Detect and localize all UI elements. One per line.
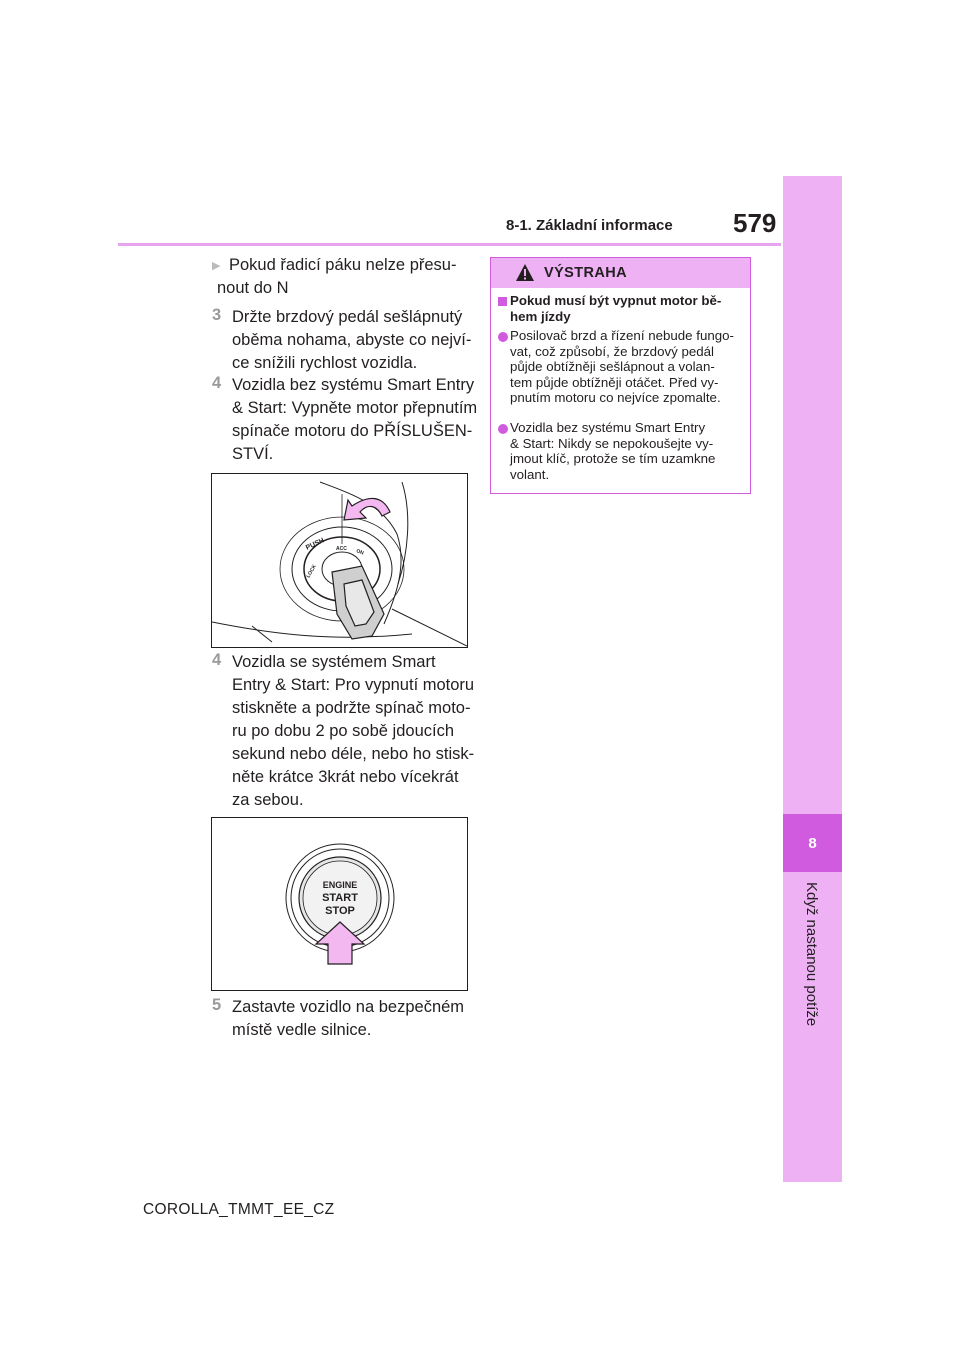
- text-line: tem půjde obtížněji otáčet. Před vy-: [510, 374, 719, 390]
- text-line: ce snížili rychlost vozidla.: [232, 354, 418, 372]
- text-line: něte krátce 3krát nebo vícekrát: [232, 768, 459, 786]
- step5-text: [232, 996, 464, 1042]
- text-line: nout do N: [217, 279, 289, 297]
- text-line: Entry & Start: Pro vypnutí motoru: [232, 676, 475, 694]
- document-id: COROLLA_TMMT_EE_CZ: [143, 1201, 335, 1218]
- page-number: 579: [733, 208, 777, 238]
- dot-bullet-icon: [498, 424, 508, 434]
- text-line: jmout klíč, protože se tím uzamkne: [510, 451, 716, 466]
- text-line: sekund nebo déle, nebo ho stisk-: [232, 745, 475, 763]
- text-line: Vozidla bez systému Smart Entry: [510, 420, 706, 435]
- text-line: Vozidla se systémem Smart: [232, 653, 436, 671]
- warning-item-2: [510, 420, 715, 482]
- stop-label: STOP: [325, 905, 355, 917]
- warning-header: [491, 258, 750, 288]
- text-line: Posilovač brzd a řízení nebude fungo-: [510, 328, 734, 343]
- side-tab-band: [783, 176, 842, 1182]
- square-bullet-icon: [498, 297, 507, 306]
- text-line: Pokud musí být vypnut motor bě-: [510, 293, 722, 308]
- ignition-key-figure: [211, 473, 468, 648]
- text-line: volant.: [510, 466, 550, 482]
- chapter-title: Když nastanou potíže: [803, 882, 820, 1027]
- engine-button-illustration: [212, 818, 467, 990]
- dot-bullet-icon: [498, 332, 508, 342]
- text-line: místě vedle silnice.: [232, 1021, 372, 1039]
- text-line: spínače motoru do PŘÍSLUŠEN-: [232, 422, 473, 440]
- text-line: půjde obtížněji sešlápnout a volan-: [510, 359, 715, 374]
- acc-label: ACC: [336, 546, 347, 552]
- triangle-bullet-icon: ▶: [212, 260, 221, 272]
- push-label: PUSH: [304, 537, 326, 552]
- step4b-text: [232, 651, 474, 812]
- step-number: 3: [212, 306, 222, 324]
- sub-item-text: [217, 254, 457, 300]
- text-line: Zastavte vozidlo na bezpečném: [232, 998, 465, 1016]
- chapter-tab[interactable]: 8: [783, 814, 842, 872]
- lock-label: LOCK: [305, 563, 318, 579]
- step-number: 4: [212, 374, 222, 392]
- section-title: 8-1. Základní informace: [506, 217, 673, 234]
- text-line: STVÍ.: [232, 445, 274, 463]
- text-line: & Start: Nikdy se nepokoušejte vy-: [510, 435, 714, 451]
- text-line: pnutím motoru co nejvíce zpomalte.: [510, 390, 721, 405]
- warning-box: [490, 257, 751, 494]
- text-line: stiskněte a podržte spínač moto-: [232, 699, 471, 717]
- warning-icon: [515, 263, 535, 282]
- text-line: vat, což způsobí, že brzdový pedál: [510, 343, 714, 359]
- text-line: & Start: Vypněte motor přepnutím: [232, 399, 478, 417]
- text-line: hem jízdy: [510, 308, 571, 324]
- engine-start-stop-figure: [211, 817, 468, 991]
- text-line: Pokud řadicí páku nelze přesu-: [229, 256, 457, 274]
- warning-heading: [510, 293, 721, 324]
- on-label: ON: [355, 548, 365, 557]
- warning-item-1: [510, 328, 734, 406]
- text-line: za sebou.: [232, 791, 304, 809]
- text-line: Držte brzdový pedál sešlápnutý: [232, 308, 463, 326]
- engine-label: ENGINE: [322, 880, 358, 890]
- step-number: 5: [212, 996, 222, 1014]
- step-number: 4: [212, 651, 222, 669]
- text-line: oběma nohama, abyste co nejví-: [232, 331, 472, 349]
- header-rule: [118, 243, 781, 246]
- start-label: START: [322, 892, 358, 904]
- ignition-key-illustration: [212, 474, 467, 647]
- step3-text: [232, 306, 471, 375]
- text-line: Vozidla bez systému Smart Entry: [232, 376, 475, 394]
- text-line: ru po dobu 2 po sobě jdoucích: [232, 722, 455, 740]
- step4a-text: [232, 374, 477, 466]
- warning-title: VÝSTRAHA: [544, 265, 627, 281]
